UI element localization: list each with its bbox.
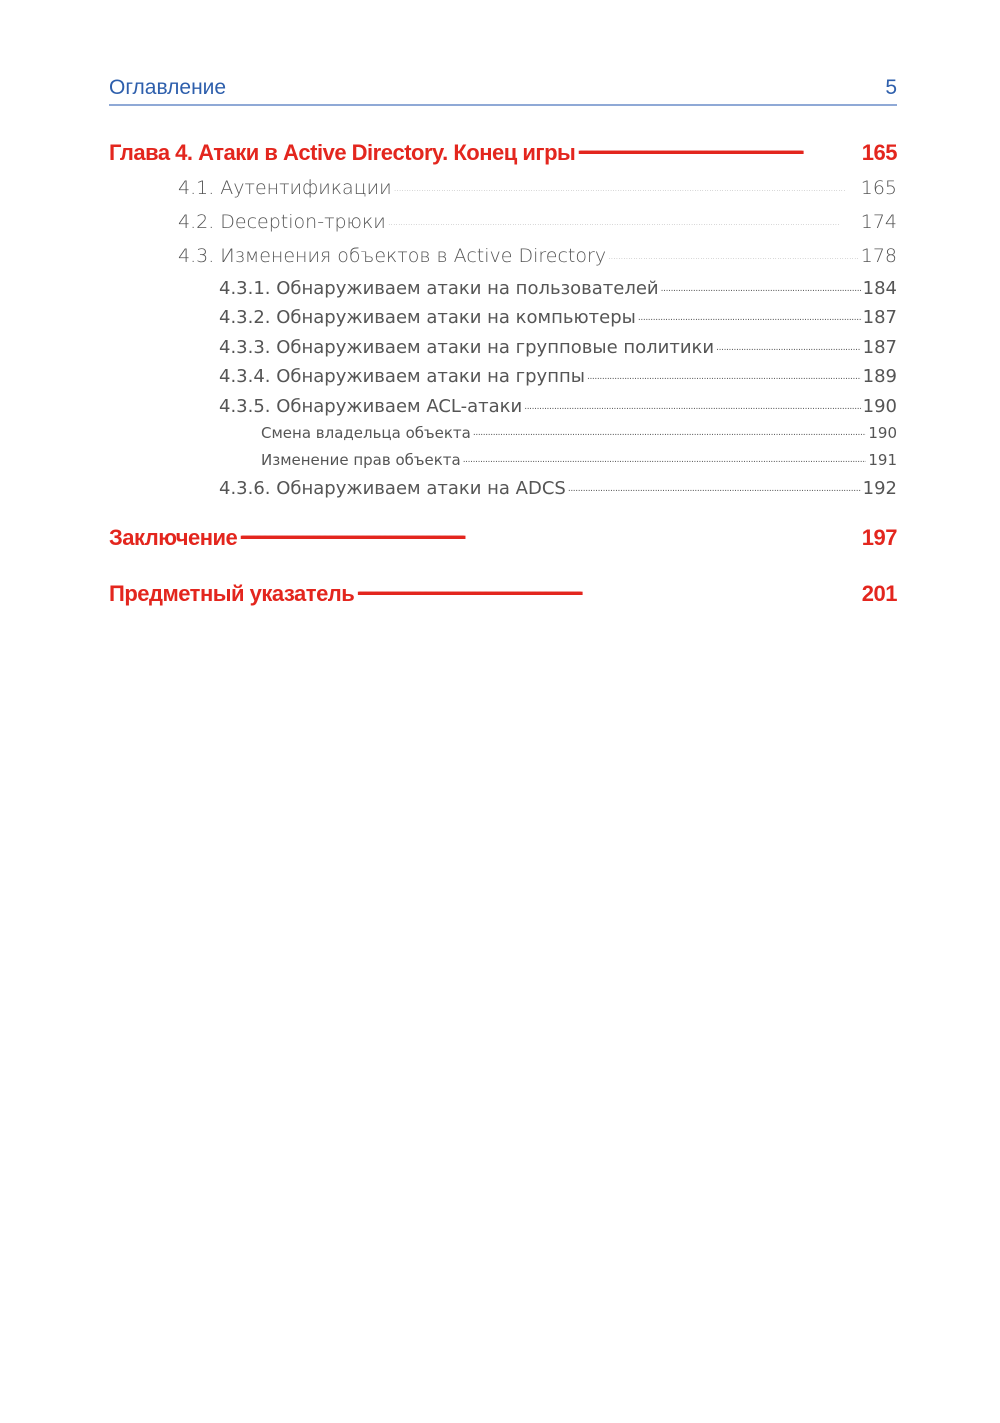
- dot-leader: [394, 175, 859, 194]
- toc-entry-rights-change[interactable]: [261, 450, 897, 469]
- toc-entry-page: 165: [861, 140, 897, 165]
- toc-entry-page: 187: [862, 337, 897, 358]
- header-page-number: 5: [885, 76, 897, 99]
- toc-entry-page: 189: [862, 366, 897, 387]
- toc-entry-page: 201: [861, 581, 897, 606]
- dot-leader: [587, 364, 861, 382]
- toc-entry-page: 174: [860, 211, 897, 233]
- toc-entry-page: 190: [868, 424, 897, 442]
- toc-entry-4-3-5[interactable]: [219, 394, 897, 417]
- dot-leader: [638, 305, 861, 323]
- dot-leader: [661, 276, 861, 294]
- toc-entry-4-1[interactable]: [178, 175, 897, 199]
- toc-entry-label: 4.3.5. Обнаруживаем ACL-атаки: [219, 396, 523, 417]
- toc-entry-page: 178: [860, 245, 897, 267]
- dot-leader: [577, 138, 859, 160]
- dot-leader: [608, 243, 859, 262]
- toc-entry-page: 184: [862, 278, 897, 299]
- dot-leader: [716, 335, 861, 353]
- toc-entry-label: Смена владельца объекта: [261, 424, 471, 442]
- toc-entry-chapter-4[interactable]: [109, 138, 897, 166]
- toc-entry-label: 4.3.4. Обнаруживаем атаки на группы: [219, 366, 585, 387]
- toc-entry-page: 187: [862, 307, 897, 328]
- toc-entry-conclusion[interactable]: [109, 523, 897, 551]
- header-title: Оглавление: [109, 76, 227, 99]
- toc-entry-label: Глава 4. Атаки в Active Directory. Конец игры: [109, 140, 576, 165]
- dot-leader: [239, 523, 860, 545]
- toc-entry-owner-change[interactable]: [261, 423, 897, 442]
- toc-entry-page: 165: [860, 177, 897, 199]
- toc-entry-page: 191: [868, 451, 897, 469]
- toc-entry-4-2[interactable]: [178, 209, 897, 233]
- toc-entry-4-3[interactable]: [178, 243, 897, 267]
- toc-entry-page: 192: [862, 478, 897, 499]
- toc-entry-index[interactable]: [109, 579, 897, 607]
- toc-entry-4-3-6[interactable]: [219, 476, 897, 499]
- running-header: [109, 74, 897, 106]
- toc-entry-label: 4.3.2. Обнаруживаем атаки на компьютеры: [219, 307, 636, 328]
- dot-leader: [463, 450, 867, 465]
- toc-entry-label: 4.1. Аутентификации: [178, 177, 392, 199]
- toc-entry-page: 197: [861, 525, 897, 550]
- toc-entry-4-3-4[interactable]: [219, 364, 897, 387]
- toc-entry-label: 4.3. Изменения объектов в Active Directory: [178, 245, 607, 267]
- toc-entry-label: 4.2. Deception-трюки: [178, 211, 386, 233]
- dot-leader: [524, 394, 860, 412]
- toc-entry-4-3-3[interactable]: [219, 335, 897, 358]
- toc-entry-4-3-1[interactable]: [219, 276, 897, 299]
- toc-entry-page: 190: [862, 396, 897, 417]
- toc-entry-label: Предметный указатель: [109, 581, 355, 606]
- toc-entry-label: Заключение: [109, 525, 238, 550]
- dot-leader: [356, 579, 859, 601]
- toc-entry-label: 4.3.3. Обнаруживаем атаки на групповые политики: [219, 337, 715, 358]
- toc-entry-label: 4.3.1. Обнаруживаем атаки на пользователей: [219, 278, 659, 299]
- dot-leader: [388, 209, 859, 228]
- toc-entry-4-3-2[interactable]: [219, 305, 897, 328]
- toc-entry-label: Изменение прав объекта: [261, 451, 461, 469]
- dot-leader: [473, 423, 867, 438]
- dot-leader: [568, 476, 861, 494]
- toc-entry-label: 4.3.6. Обнаруживаем атаки на ADCS: [219, 478, 566, 499]
